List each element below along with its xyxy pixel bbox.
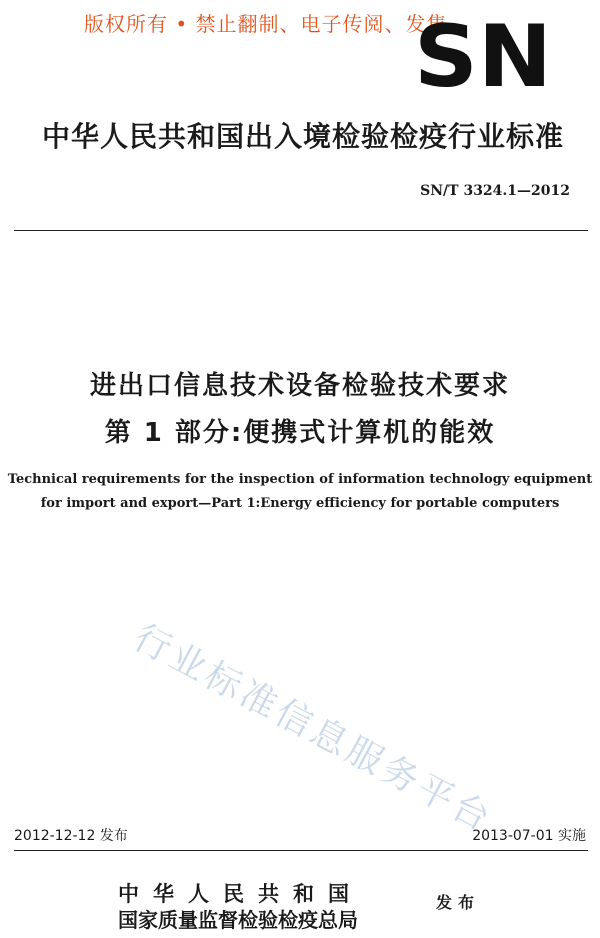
sn-logo	[414, 20, 554, 90]
standard-number: SN/T 3324.1—2012	[420, 183, 570, 199]
issuer-line2: 国家质量监督检验检疫总局	[118, 908, 358, 932]
issuer-line1: 中华人民共和国	[118, 882, 363, 906]
title-zh-line2: 第 1 部分:便携式计算机的能效	[104, 418, 496, 448]
watermark: 行业标准信息服务平台	[126, 617, 500, 842]
bottom-divider	[14, 850, 588, 851]
organization-title: 中华人民共和国出入境检验检疫行业标准	[41, 120, 564, 153]
copyright-notice: 版权所有 • 禁止翻制、电子传阅、发售	[84, 12, 448, 36]
top-divider	[14, 230, 588, 231]
title-en-line1: Technical requirements for the inspection of information technology equipment	[7, 472, 593, 487]
title-zh-line1: 进出口信息技术设备检验技术要求	[89, 371, 510, 401]
publish-label: 发布	[436, 893, 481, 912]
implementation-date: 2013-07-01 实施	[472, 828, 586, 844]
sn-logo-text: SN	[414, 20, 552, 90]
title-en-line2: for import and export—Part 1:Energy efficiency for portable computers	[40, 496, 560, 511]
issue-date: 2012-12-12 发布	[14, 828, 128, 844]
